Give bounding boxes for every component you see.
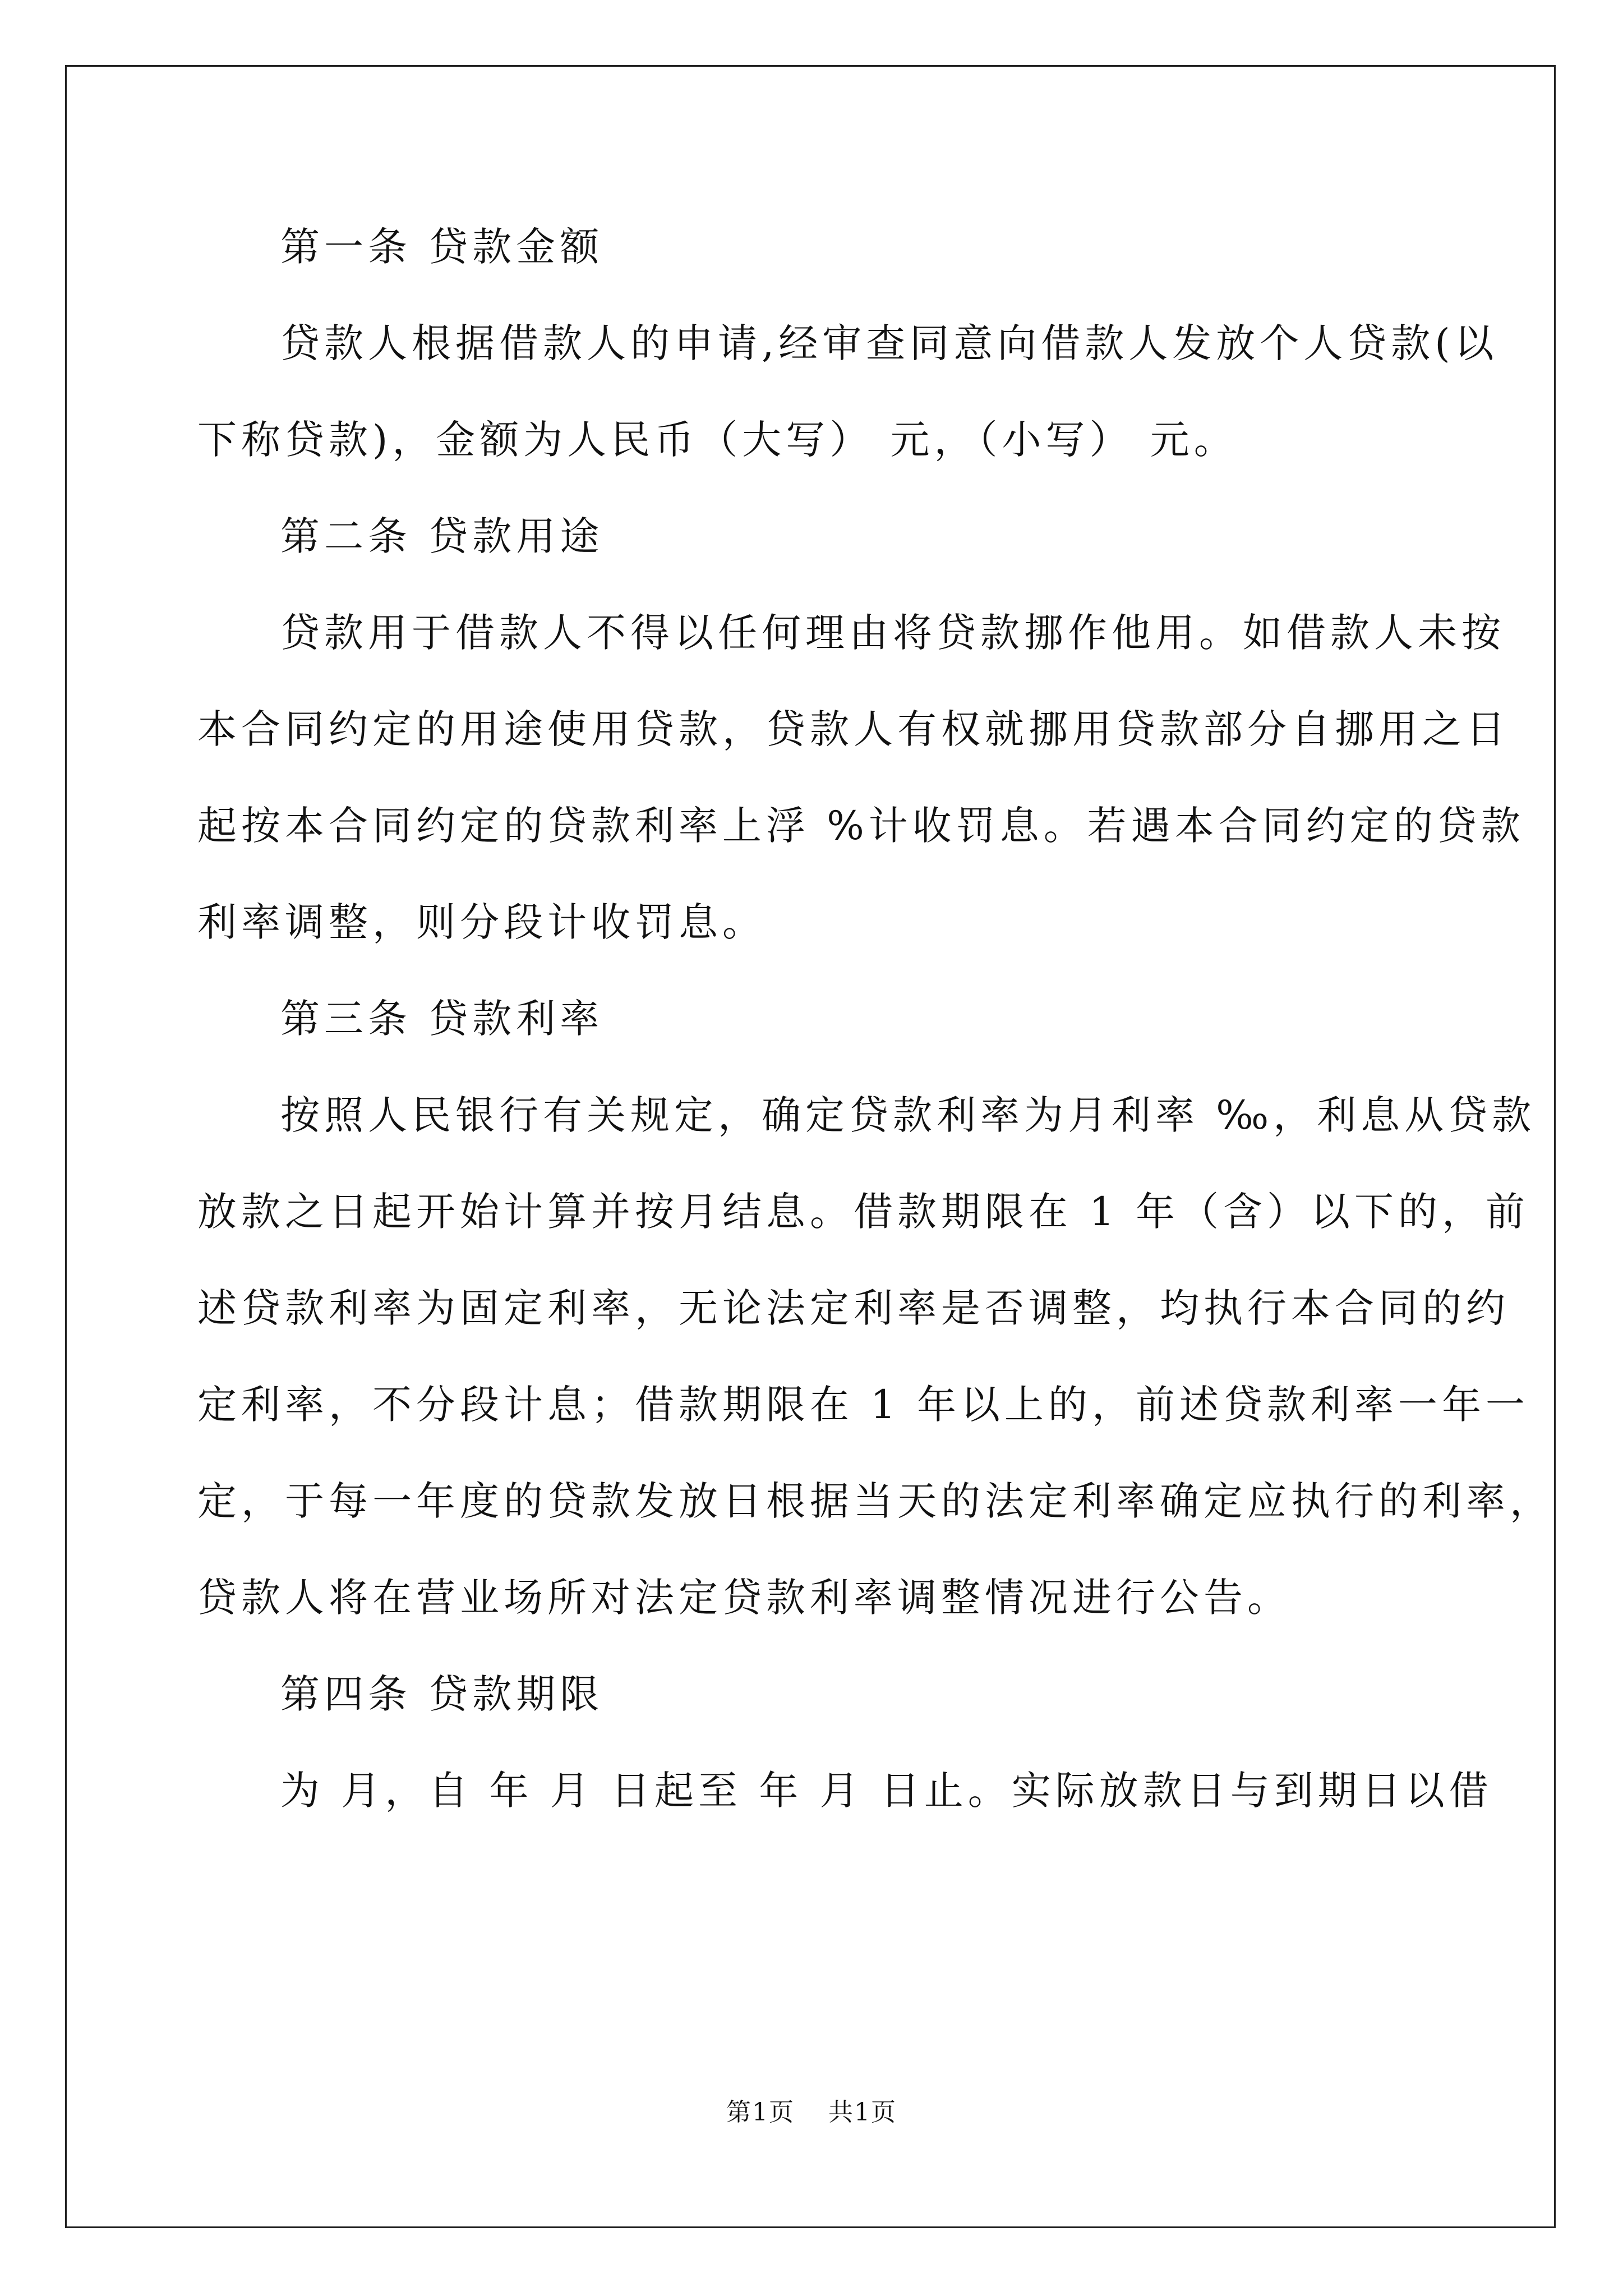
article-2-paragraph-line: 本合同约定的用途使用贷款，贷款人有权就挪用贷款部分自挪用之日 — [197, 706, 1510, 752]
article-3-paragraph-line: 述贷款利率为固定利率，无论法定利率是否调整，均执行本合同的约 — [197, 1285, 1510, 1331]
article-1-heading: 第一条 贷款金额 — [280, 224, 604, 270]
page-border — [65, 65, 1556, 2228]
page-number: 第1页 — [726, 2098, 795, 2127]
article-2-paragraph-line: 贷款用于借款人不得以任何理由将贷款挪作他用。如借款人未按 — [280, 610, 1505, 656]
article-4-heading: 第四条 贷款期限 — [280, 1671, 604, 1717]
article-2-heading: 第二条 贷款用途 — [280, 513, 604, 559]
article-2-paragraph-line: 利率调整，则分段计收罚息。 — [197, 899, 766, 945]
article-1-paragraph-line: 贷款人根据借款人的申请,经审查同意向借款人发放个人贷款(以 — [280, 320, 1498, 366]
article-2-paragraph-line: 起按本合同约定的贷款利率上浮 %计收罚息。若遇本合同约定的贷款 — [197, 803, 1525, 849]
article-3-paragraph-line: 放款之日起开始计算并按月结息。借款期限在 1 年（含）以下的，前 — [197, 1189, 1530, 1235]
article-4-paragraph-line: 为 月，自 年 月 日起至 年 月 日止。实际放款日与到期日以借 — [280, 1768, 1493, 1814]
article-3-paragraph-line: 贷款人将在营业场所对法定贷款利率调整情况进行公告。 — [197, 1575, 1291, 1621]
page-total: 共1页 — [828, 2098, 897, 2127]
page-footer — [0, 2096, 1623, 2129]
article-3-paragraph-line: 定，于每一年度的贷款发放日根据当天的法定利率确定应执行的利率， — [197, 1478, 1553, 1524]
article-3-paragraph-line: 定利率，不分段计息；借款期限在 1 年以上的，前述贷款利率一年一 — [197, 1382, 1530, 1428]
article-1-paragraph-line: 下称贷款)，金额为人民币（大写） 元，（小写） 元。 — [197, 417, 1238, 463]
article-3-heading: 第三条 贷款利率 — [280, 996, 604, 1042]
article-3-paragraph-line: 按照人民银行有关规定，确定贷款利率为月利率 ‰，利息从贷款 — [280, 1092, 1536, 1138]
